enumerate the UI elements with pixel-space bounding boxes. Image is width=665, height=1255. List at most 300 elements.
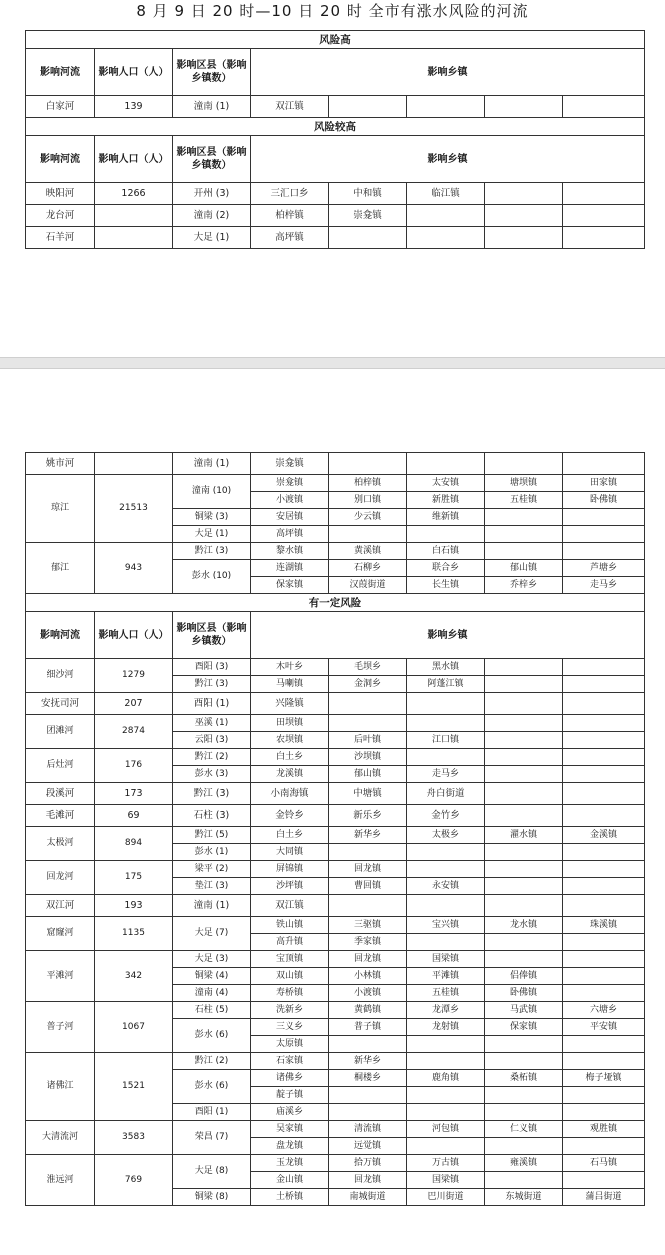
district-cell: 大足 (1) [173, 227, 251, 249]
town-cell: 六塘乡 [563, 1002, 645, 1019]
town-cell [485, 1053, 563, 1070]
town-cell [485, 895, 563, 917]
town-cell: 黄鹤镇 [329, 1002, 407, 1019]
town-cell: 清流镇 [329, 1121, 407, 1138]
town-cell: 河包镇 [407, 1121, 485, 1138]
river-name-cell: 大清流河 [26, 1121, 95, 1155]
town-cell [485, 1138, 563, 1155]
town-cell: 巴川街道 [407, 1189, 485, 1206]
district-cell: 彭水 (6) [173, 1019, 251, 1053]
district-cell: 开州 (3) [173, 183, 251, 205]
town-cell: 黑水镇 [407, 659, 485, 676]
town-cell [485, 861, 563, 878]
town-cell [485, 693, 563, 715]
town-cell: 芦塘乡 [563, 560, 645, 577]
town-cell: 宝顶镇 [251, 951, 329, 968]
town-cell [563, 934, 645, 951]
town-cell: 中和镇 [329, 183, 407, 205]
population-cell [95, 227, 173, 249]
town-cell: 双江镇 [251, 895, 329, 917]
town-cell [563, 732, 645, 749]
header-districts: 影响区县（影响乡镇数） [173, 612, 251, 659]
district-cell: 黔江 (3) [173, 543, 251, 560]
town-cell [485, 96, 563, 118]
district-cell: 潼南 (4) [173, 985, 251, 1002]
town-cell: 柏梓镇 [251, 205, 329, 227]
town-cell: 兴隆镇 [251, 693, 329, 715]
table-row [26, 1121, 645, 1138]
town-cell [563, 895, 645, 917]
table-row [26, 205, 645, 227]
table-row [26, 715, 645, 732]
town-cell [485, 732, 563, 749]
town-cell [563, 1172, 645, 1189]
town-cell: 高坪镇 [251, 227, 329, 249]
town-cell: 拾万镇 [329, 1155, 407, 1172]
district-cell: 大足 (3) [173, 951, 251, 968]
town-cell [407, 715, 485, 732]
river-name-cell: 龙台河 [26, 205, 95, 227]
town-cell: 新华乡 [329, 1053, 407, 1070]
river-name-cell: 回龙河 [26, 861, 95, 895]
table-row [26, 1002, 645, 1019]
district-cell: 潼南 (10) [173, 475, 251, 509]
table-row [26, 951, 645, 968]
town-cell: 双山镇 [251, 968, 329, 985]
town-cell: 平滩镇 [407, 968, 485, 985]
population-cell: 139 [95, 96, 173, 118]
town-cell: 盘龙镇 [251, 1138, 329, 1155]
town-cell [407, 861, 485, 878]
table-row [26, 827, 645, 844]
section-title-row [26, 31, 645, 49]
town-cell [407, 526, 485, 543]
town-cell: 太原镇 [251, 1036, 329, 1053]
town-cell: 马武镇 [485, 1002, 563, 1019]
town-cell: 小南海镇 [251, 783, 329, 805]
town-cell [563, 96, 645, 118]
table-row [26, 805, 645, 827]
town-cell: 仁义镇 [485, 1121, 563, 1138]
town-cell [407, 96, 485, 118]
town-cell: 乔梓乡 [485, 577, 563, 594]
table-row [26, 917, 645, 934]
town-cell [563, 509, 645, 526]
town-cell: 双江镇 [251, 96, 329, 118]
population-cell: 894 [95, 827, 173, 861]
town-cell: 侣俸镇 [485, 968, 563, 985]
town-cell [485, 951, 563, 968]
town-cell [485, 749, 563, 766]
town-cell [329, 526, 407, 543]
town-cell [563, 526, 645, 543]
town-cell: 郁山镇 [485, 560, 563, 577]
town-cell: 三驱镇 [329, 917, 407, 934]
town-cell: 毛坝乡 [329, 659, 407, 676]
population-cell: 175 [95, 861, 173, 895]
town-cell [407, 1036, 485, 1053]
town-cell: 沙坝镇 [329, 749, 407, 766]
header-towns: 影响乡镇 [251, 49, 645, 96]
population-cell: 769 [95, 1155, 173, 1206]
risk-table-page-1 [25, 30, 645, 249]
section-title: 风险高 [26, 31, 645, 49]
town-cell: 蒲吕街道 [563, 1189, 645, 1206]
town-cell: 中塘镇 [329, 783, 407, 805]
header-towns: 影响乡镇 [251, 136, 645, 183]
header-population: 影响人口（人） [95, 612, 173, 659]
town-cell: 石柳乡 [329, 560, 407, 577]
table-row [26, 659, 645, 676]
district-cell: 大足 (1) [173, 526, 251, 543]
town-cell [329, 1104, 407, 1121]
town-cell: 庙溪乡 [251, 1104, 329, 1121]
town-cell: 五桂镇 [407, 985, 485, 1002]
river-name-cell: 后灶河 [26, 749, 95, 783]
district-cell: 黔江 (3) [173, 676, 251, 693]
population-cell: 1279 [95, 659, 173, 693]
population-cell: 1521 [95, 1053, 173, 1121]
table-row [26, 96, 645, 118]
river-name-cell: 毛滩河 [26, 805, 95, 827]
district-cell: 潼南 (2) [173, 205, 251, 227]
town-cell: 连湖镇 [251, 560, 329, 577]
town-cell: 龙射镇 [407, 1019, 485, 1036]
river-name-cell: 白家河 [26, 96, 95, 118]
town-cell: 白石镇 [407, 543, 485, 560]
table-row [26, 183, 645, 205]
town-cell: 新胜镇 [407, 492, 485, 509]
town-cell [485, 766, 563, 783]
town-cell [485, 526, 563, 543]
town-cell: 三汇口乡 [251, 183, 329, 205]
town-cell: 崇龛镇 [251, 453, 329, 475]
town-cell: 梅子垭镇 [563, 1070, 645, 1087]
town-cell: 田坝镇 [251, 715, 329, 732]
river-name-cell: 平滩河 [26, 951, 95, 1002]
town-cell [329, 453, 407, 475]
district-cell: 垫江 (3) [173, 878, 251, 895]
town-cell: 农坝镇 [251, 732, 329, 749]
town-cell [407, 749, 485, 766]
district-cell: 黔江 (3) [173, 783, 251, 805]
district-cell: 大足 (7) [173, 917, 251, 951]
town-cell [329, 693, 407, 715]
table-header-row [26, 136, 645, 183]
town-cell: 田家镇 [563, 475, 645, 492]
town-cell: 金山镇 [251, 1172, 329, 1189]
town-cell: 塘坝镇 [485, 475, 563, 492]
town-cell [485, 934, 563, 951]
town-cell [485, 844, 563, 861]
town-cell: 远觉镇 [329, 1138, 407, 1155]
district-cell: 铜梁 (8) [173, 1189, 251, 1206]
district-cell: 潼南 (1) [173, 895, 251, 917]
town-cell: 卧佛镇 [485, 985, 563, 1002]
town-cell [329, 715, 407, 732]
town-cell [485, 205, 563, 227]
population-cell: 1135 [95, 917, 173, 951]
town-cell: 靛子镇 [251, 1087, 329, 1104]
town-cell [563, 715, 645, 732]
town-cell: 金铃乡 [251, 805, 329, 827]
town-cell: 小渡镇 [329, 985, 407, 1002]
town-cell [485, 1172, 563, 1189]
town-cell [563, 205, 645, 227]
table-row [26, 861, 645, 878]
town-cell: 回龙镇 [329, 1172, 407, 1189]
town-cell: 曹回镇 [329, 878, 407, 895]
page-break [0, 357, 665, 369]
table-row [26, 693, 645, 715]
town-cell: 少云镇 [329, 509, 407, 526]
town-cell [563, 766, 645, 783]
town-cell: 回龙镇 [329, 861, 407, 878]
town-cell [563, 951, 645, 968]
town-cell [563, 1104, 645, 1121]
town-cell: 国梁镇 [407, 1172, 485, 1189]
town-cell: 普子镇 [329, 1019, 407, 1036]
population-cell: 176 [95, 749, 173, 783]
town-cell [563, 227, 645, 249]
town-cell: 铁山镇 [251, 917, 329, 934]
district-cell: 酉阳 (1) [173, 1104, 251, 1121]
population-cell [95, 205, 173, 227]
town-cell: 永安镇 [407, 878, 485, 895]
population-cell: 3583 [95, 1121, 173, 1155]
town-cell: 诸佛乡 [251, 1070, 329, 1087]
town-cell: 东城街道 [485, 1189, 563, 1206]
town-cell [563, 1087, 645, 1104]
table-row [26, 453, 645, 475]
town-cell [563, 183, 645, 205]
town-cell: 回龙镇 [329, 951, 407, 968]
town-cell [407, 934, 485, 951]
section-title-row [26, 118, 645, 136]
town-cell: 石马镇 [563, 1155, 645, 1172]
table-row [26, 1155, 645, 1172]
town-cell: 金溪镇 [563, 827, 645, 844]
district-cell: 彭水 (3) [173, 766, 251, 783]
river-name-cell: 诸佛江 [26, 1053, 95, 1121]
header-river: 影响河流 [26, 49, 95, 96]
table-row [26, 1053, 645, 1070]
population-cell: 207 [95, 693, 173, 715]
town-cell [407, 895, 485, 917]
table-row [26, 475, 645, 492]
river-name-cell: 窟窿河 [26, 917, 95, 951]
population-cell: 1067 [95, 1002, 173, 1053]
river-name-cell: 细沙河 [26, 659, 95, 693]
town-cell: 维新镇 [407, 509, 485, 526]
district-cell: 黔江 (2) [173, 749, 251, 766]
town-cell: 万古镇 [407, 1155, 485, 1172]
town-cell: 别口镇 [329, 492, 407, 509]
town-cell: 寿桥镇 [251, 985, 329, 1002]
town-cell: 阿蓬江镇 [407, 676, 485, 693]
header-districts: 影响区县（影响乡镇数） [173, 49, 251, 96]
town-cell: 濯水镇 [485, 827, 563, 844]
town-cell [485, 453, 563, 475]
town-cell: 黄溪镇 [329, 543, 407, 560]
district-cell: 巫溪 (1) [173, 715, 251, 732]
town-cell: 新华乡 [329, 827, 407, 844]
river-name-cell: 双江河 [26, 895, 95, 917]
river-name-cell: 太极河 [26, 827, 95, 861]
town-cell: 土桥镇 [251, 1189, 329, 1206]
header-river: 影响河流 [26, 612, 95, 659]
town-cell: 联合乡 [407, 560, 485, 577]
town-cell: 沙坪镇 [251, 878, 329, 895]
town-cell [563, 659, 645, 676]
section-title: 风险较高 [26, 118, 645, 136]
town-cell: 崇龛镇 [251, 475, 329, 492]
town-cell: 三义乡 [251, 1019, 329, 1036]
table-header-row [26, 49, 645, 96]
population-cell [95, 453, 173, 475]
table-row [26, 227, 645, 249]
town-cell [407, 227, 485, 249]
town-cell: 卧佛镇 [563, 492, 645, 509]
town-cell: 南城街道 [329, 1189, 407, 1206]
town-cell: 鹿角镇 [407, 1070, 485, 1087]
district-cell: 石柱 (5) [173, 1002, 251, 1019]
district-cell: 彭水 (10) [173, 560, 251, 594]
town-cell: 汉葭街道 [329, 577, 407, 594]
town-cell: 马喇镇 [251, 676, 329, 693]
town-cell [485, 676, 563, 693]
town-cell [563, 878, 645, 895]
town-cell: 后叶镇 [329, 732, 407, 749]
town-cell [485, 878, 563, 895]
population-cell: 1266 [95, 183, 173, 205]
town-cell: 黎水镇 [251, 543, 329, 560]
town-cell: 走马乡 [407, 766, 485, 783]
district-cell: 酉阳 (1) [173, 693, 251, 715]
town-cell [485, 1036, 563, 1053]
district-cell: 铜梁 (4) [173, 968, 251, 985]
river-name-cell: 段溪河 [26, 783, 95, 805]
town-cell [407, 693, 485, 715]
town-cell: 新乐乡 [329, 805, 407, 827]
town-cell: 舟白街道 [407, 783, 485, 805]
town-cell: 太安镇 [407, 475, 485, 492]
town-cell: 龙水镇 [485, 917, 563, 934]
town-cell: 保家镇 [251, 577, 329, 594]
town-cell [407, 1104, 485, 1121]
section-title: 有一定风险 [26, 594, 645, 612]
town-cell [563, 844, 645, 861]
town-cell [485, 715, 563, 732]
town-cell: 崇龛镇 [329, 205, 407, 227]
town-cell: 大同镇 [251, 844, 329, 861]
town-cell [563, 968, 645, 985]
town-cell [563, 543, 645, 560]
town-cell: 江口镇 [407, 732, 485, 749]
town-cell: 观胜镇 [563, 1121, 645, 1138]
town-cell [485, 543, 563, 560]
town-cell [329, 227, 407, 249]
district-cell: 云阳 (3) [173, 732, 251, 749]
town-cell: 走马乡 [563, 577, 645, 594]
table-header-row [26, 612, 645, 659]
town-cell [563, 805, 645, 827]
town-cell: 长生镇 [407, 577, 485, 594]
town-cell [563, 1138, 645, 1155]
town-cell [329, 1036, 407, 1053]
town-cell: 高升镇 [251, 934, 329, 951]
town-cell: 国梁镇 [407, 951, 485, 968]
town-cell [563, 749, 645, 766]
table-row [26, 783, 645, 805]
header-river: 影响河流 [26, 136, 95, 183]
town-cell [407, 205, 485, 227]
town-cell [329, 1087, 407, 1104]
town-cell: 洗新乡 [251, 1002, 329, 1019]
district-cell: 黔江 (2) [173, 1053, 251, 1070]
town-cell: 白土乡 [251, 749, 329, 766]
district-cell: 梁平 (2) [173, 861, 251, 878]
table-row [26, 749, 645, 766]
town-cell [407, 1087, 485, 1104]
header-population: 影响人口（人） [95, 49, 173, 96]
district-cell: 大足 (8) [173, 1155, 251, 1189]
town-cell: 屏锦镇 [251, 861, 329, 878]
town-cell [485, 183, 563, 205]
town-cell: 保家镇 [485, 1019, 563, 1036]
town-cell: 石家镇 [251, 1053, 329, 1070]
town-cell: 桐楼乡 [329, 1070, 407, 1087]
town-cell: 五桂镇 [485, 492, 563, 509]
town-cell [407, 453, 485, 475]
town-cell: 平安镇 [563, 1019, 645, 1036]
population-cell: 193 [95, 895, 173, 917]
risk-table-page-2 [25, 452, 645, 1206]
town-cell [407, 1138, 485, 1155]
town-cell: 龙溪镇 [251, 766, 329, 783]
district-cell: 潼南 (1) [173, 96, 251, 118]
town-cell: 柏梓镇 [329, 475, 407, 492]
district-cell: 铜梁 (3) [173, 509, 251, 526]
town-cell [485, 509, 563, 526]
town-cell: 高坪镇 [251, 526, 329, 543]
header-population: 影响人口（人） [95, 136, 173, 183]
town-cell: 桑柘镇 [485, 1070, 563, 1087]
town-cell: 临江镇 [407, 183, 485, 205]
district-cell: 荣昌 (7) [173, 1121, 251, 1155]
population-cell: 342 [95, 951, 173, 1002]
town-cell: 郁山镇 [329, 766, 407, 783]
river-name-cell: 姚市河 [26, 453, 95, 475]
population-cell: 69 [95, 805, 173, 827]
town-cell [563, 783, 645, 805]
section-title-row [26, 594, 645, 612]
town-cell: 雍溪镇 [485, 1155, 563, 1172]
district-cell: 彭水 (1) [173, 844, 251, 861]
header-districts: 影响区县（影响乡镇数） [173, 136, 251, 183]
town-cell [563, 985, 645, 1002]
river-name-cell: 石羊河 [26, 227, 95, 249]
town-cell [485, 1087, 563, 1104]
table-row [26, 895, 645, 917]
river-name-cell: 郁江 [26, 543, 95, 594]
river-name-cell: 团滩河 [26, 715, 95, 749]
town-cell: 白土乡 [251, 827, 329, 844]
town-cell [485, 783, 563, 805]
town-cell: 宝兴镇 [407, 917, 485, 934]
town-cell: 季家镇 [329, 934, 407, 951]
population-cell: 2874 [95, 715, 173, 749]
